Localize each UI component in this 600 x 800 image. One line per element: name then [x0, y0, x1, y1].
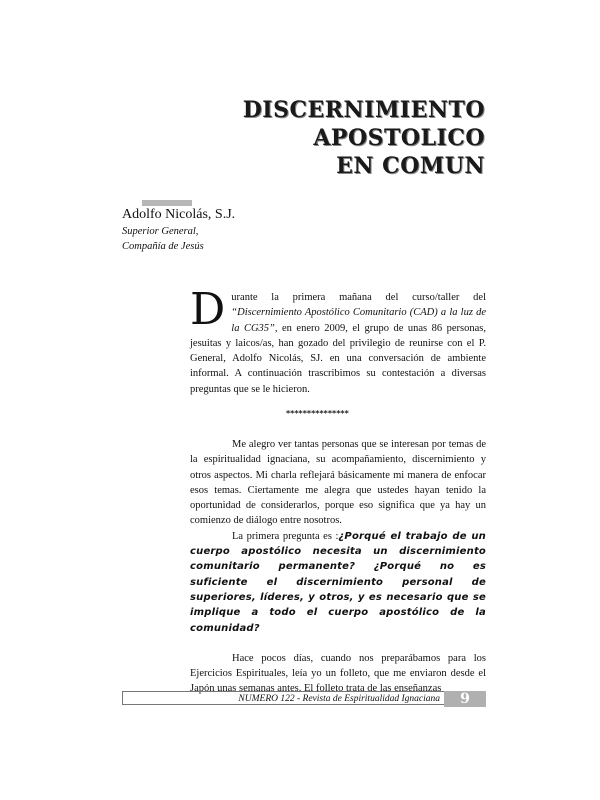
author-role: [122, 224, 204, 254]
paragraph-3: Hace pocos días, cuando nos preparábamos para los Ejercicios Espirituales, leía yo un folleto, que me enviaron desde el Japón unas semanas antes. El folleto trata de las enseñanzas: [190, 652, 486, 695]
article-title: [65, 96, 485, 180]
title-line-2: EN COMUN: [336, 153, 485, 179]
paragraph-1: Me alegro ver tantas personas que se interesan por temas de la espiritualidad ignaciana, su acompañamiento, discernimiento y otros aspectos. Mi charla reflejará básicamente mi manera de enfocar esos temas. Ciertamente me alegra que ustedes hayan tenido la oportunidad de considerarlos, porque eso significa que ya hay un comienzo de diálogo entre nosotros.: [190, 439, 486, 527]
section-divider: ***************: [286, 409, 349, 418]
intro-paragraph: [190, 284, 487, 397]
author-role-line-2: Compañía de Jesús: [122, 241, 204, 252]
footer-journal: NUMERO 122 - Revista de Espiritualidad Ignaciana: [122, 691, 444, 705]
author-name: Adolfo Nicolás, S.J.: [122, 207, 236, 222]
question-lead: La primera pregunta es :: [232, 530, 339, 542]
question-text: ¿Porqué el trabajo de un cuerpo apostólico necesita un discernimiento comunitario permanente? ¿Porqué no es suficiente el discernimiento personal de superiores, líderes, y otros, y es necesario que se implique a todo el cuerpo apostólico de la comunidad?: [190, 530, 486, 634]
paragraph-2: [190, 529, 486, 636]
author-accent-bar: [142, 200, 192, 206]
intro-text-b: , en enero 2009, el grupo de unas 86 personas, jesuitas y laicos/as, han gozado del privilegio de reunirse con el P. General, Adolfo Nicolás, SJ. en una conversación de ambiente informal. A continuación trascribimos su contestación a diversas preguntas que se le hicieron.: [190, 322, 487, 395]
main-text: [190, 437, 486, 697]
intro-text-a: urante la primera mañana del curso/taller del: [231, 292, 486, 303]
title-line-1: DISCERNIMIENTO APOSTOLICO: [242, 97, 485, 151]
drop-cap: D: [190, 284, 226, 335]
author-role-line-1: Superior General,: [122, 226, 199, 237]
page-number: 9: [444, 691, 486, 707]
intro-course-title: “Discernimiento Apostólico Comunitario (CAD) a la luz de la CG35”: [231, 307, 486, 334]
